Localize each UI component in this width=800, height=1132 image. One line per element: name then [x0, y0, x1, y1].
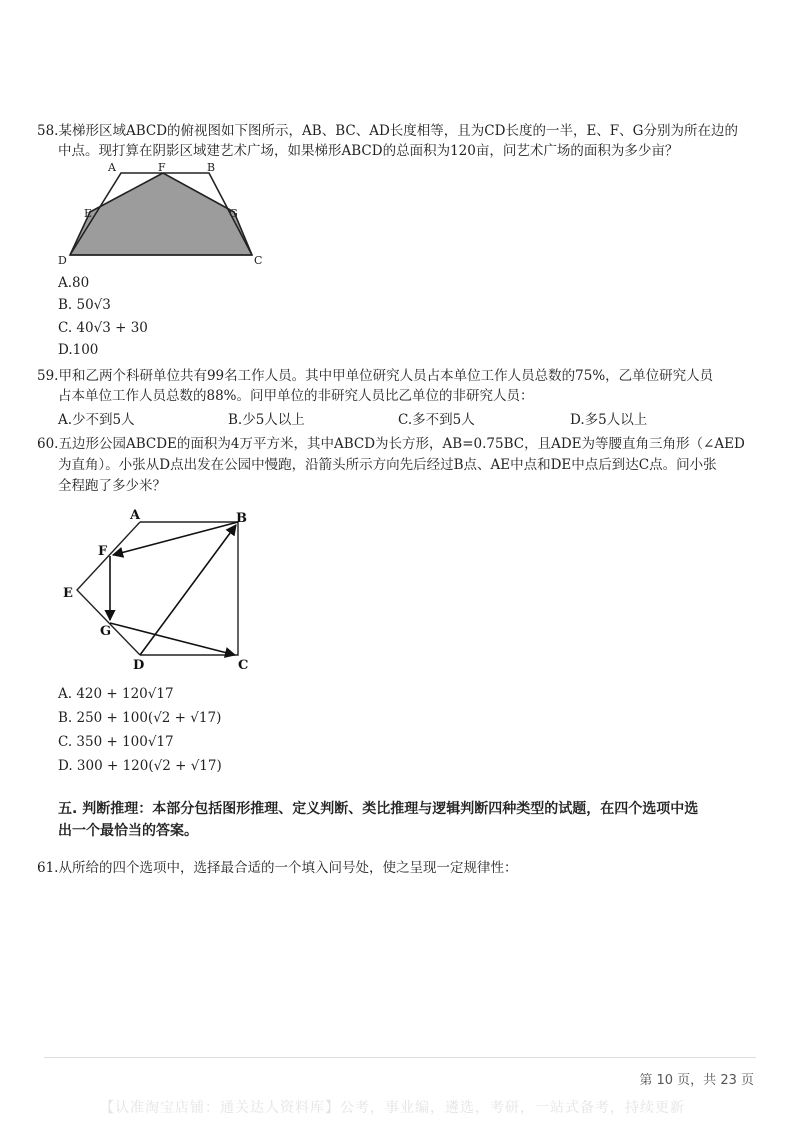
- q60-pentagon-figure: [60, 505, 260, 677]
- footer-divider: [44, 1057, 756, 1058]
- q59-text-line1: 59.甲和乙两个科研单位共有99名工作人员。其中甲单位研究人员占本单位工作人员总数的75%，乙单位研究人员: [37, 368, 714, 384]
- q58-trapezoid-figure: [56, 160, 276, 268]
- q58-option-b[interactable]: B. 50√3: [58, 297, 111, 313]
- q58-shaded-region: [70, 173, 252, 255]
- section5-heading-line2: 出一个最恰当的答案。: [58, 823, 198, 839]
- q60-label-a: A: [130, 508, 141, 523]
- q60-label-d: D: [133, 658, 145, 673]
- q60-arrow-g-to-c: [110, 623, 235, 655]
- section5-heading-line1: 五. 判断推理：本部分包括图形推理、定义判断、类比推理与逻辑判断四种类型的试题，在四个选项中选: [58, 801, 699, 817]
- q60-option-c[interactable]: C. 350 + 100√17: [58, 734, 174, 750]
- q60-option-d[interactable]: D. 300 + 120(√2 + √17): [58, 758, 222, 774]
- q60-text-line2: 为直角）。小张从D点出发在公园中慢跑，沿箭头所示方向先后经过B点、AE中点和DE中点后到达C点。问小张: [58, 457, 717, 473]
- q58-label-c: C: [254, 254, 263, 267]
- q60-label-c: C: [238, 658, 249, 673]
- q60-text-line1: 60.五边形公园ABCDE的面积为4万平方米，其中ABCD为长方形，AB=0.75BC，且ADE为等腰直角三角形（∠AED: [37, 436, 745, 452]
- watermark-text: 【认准淘宝店铺：通关达人资料库】公考，事业编，遴选，考研，一站式备考，持续更新: [100, 1100, 685, 1116]
- page-number: 第 10 页，共 23 页: [639, 1073, 754, 1088]
- q58-label-d: D: [58, 254, 67, 267]
- q58-text-line1: 58.某梯形区域ABCD的俯视图如下图所示，AB、BC、AD长度相等，且为CD长度的一半，E、F、G分别为所在边的: [37, 123, 738, 139]
- q58-option-d[interactable]: D.100: [58, 342, 99, 358]
- q58-label-b: B: [207, 161, 216, 174]
- q60-text-line3: 全程跑了多少米？: [58, 478, 166, 494]
- q59-text-line2: 占本单位工作人员总数的88%。问甲单位的非研究人员比乙单位的非研究人员：: [58, 388, 534, 404]
- q58-label-g: G: [229, 207, 238, 220]
- q58-option-c[interactable]: C. 40√3 + 30: [58, 320, 148, 336]
- q59-option-b[interactable]: B.少5人以上: [228, 412, 305, 428]
- q59-option-a[interactable]: A.少不到5人: [58, 412, 135, 428]
- q58-option-a[interactable]: A.80: [58, 275, 90, 291]
- q59-option-d[interactable]: D.多5人以上: [570, 412, 648, 428]
- q59-option-c[interactable]: C.多不到5人: [398, 412, 475, 428]
- q60-label-e: E: [63, 586, 73, 601]
- q58-label-e: E: [84, 207, 93, 220]
- q60-label-g: G: [100, 624, 112, 639]
- q60-label-b: B: [236, 511, 247, 526]
- q60-option-a[interactable]: A. 420 + 120√17: [58, 686, 174, 702]
- q58-text-line2: 中点。现打算在阴影区域建艺术广场，如果梯形ABCD的总面积为120亩，问艺术广场的面积为多少亩？: [58, 143, 679, 159]
- q61-text-line1: 61.从所给的四个选项中，选择最合适的一个填入问号处，使之呈现一定规律性：: [37, 860, 518, 876]
- q58-label-a: A: [108, 161, 116, 174]
- q60-option-b[interactable]: B. 250 + 100(√2 + √17): [58, 710, 222, 726]
- q58-label-f: F: [158, 161, 166, 174]
- q60-label-f: F: [98, 544, 108, 559]
- q60-arrow-b-to-f: [113, 522, 238, 555]
